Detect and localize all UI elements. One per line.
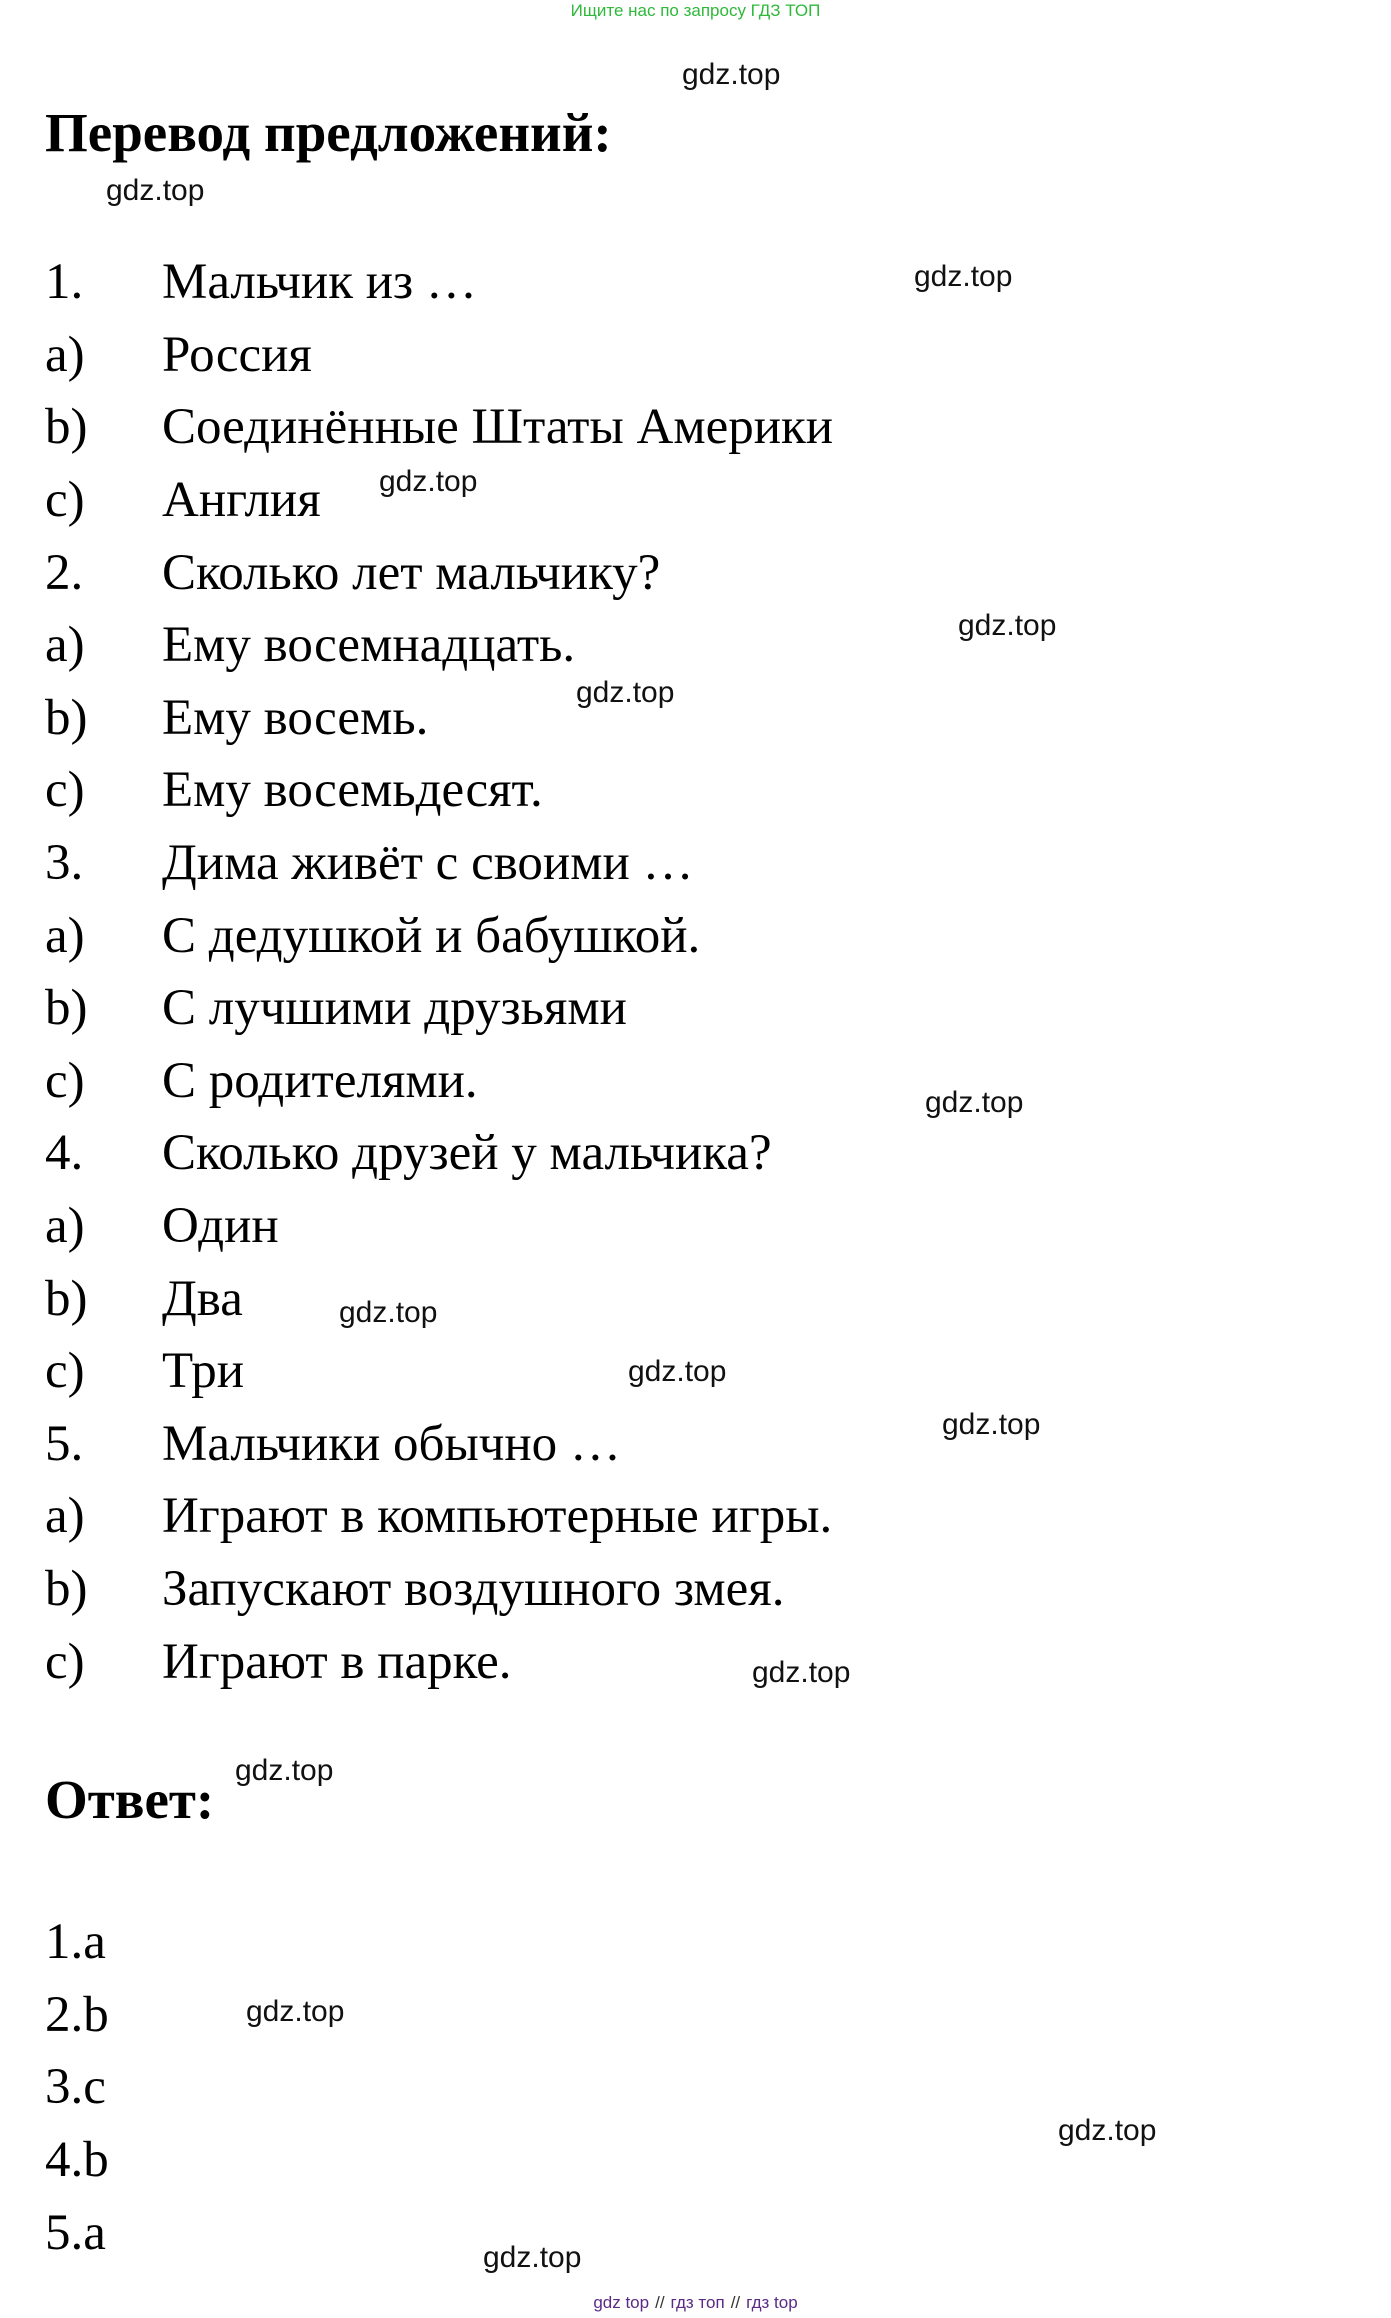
question-text: Ему восемь.: [162, 689, 429, 746]
question-marker: 1.: [45, 254, 84, 311]
watermark: gdz.top: [379, 465, 478, 498]
answer-item: 1.a: [45, 1914, 106, 1971]
question-marker: b): [45, 980, 88, 1037]
question-marker: a): [45, 617, 85, 674]
question-text: С лучшими друзьями: [162, 980, 627, 1037]
question-marker: b): [45, 1560, 88, 1617]
answer-item: 5.a: [45, 2204, 106, 2261]
questions-list: [45, 246, 833, 1698]
watermark: gdz.top: [958, 609, 1057, 642]
question-marker: c): [45, 1633, 85, 1690]
question-row: [45, 827, 833, 900]
question-marker: c): [45, 472, 85, 529]
question-row: [45, 391, 833, 464]
question-text: Мальчики обычно …: [162, 1415, 621, 1472]
question-text: С родителями.: [162, 1052, 478, 1109]
question-text: Играют в парке.: [162, 1633, 512, 1690]
question-row: [45, 319, 833, 392]
question-text: Россия: [162, 326, 312, 383]
question-marker: 4.: [45, 1125, 84, 1182]
question-text: Сколько лет мальчику?: [162, 544, 661, 601]
question-marker: a): [45, 907, 85, 964]
question-text: Ему восемнадцать.: [162, 617, 576, 674]
question-marker: a): [45, 1198, 85, 1255]
footer-links: [0, 2293, 1391, 2313]
watermark: gdz.top: [235, 1754, 334, 1787]
watermark: gdz.top: [752, 1656, 851, 1689]
question-text: Соединённые Штаты Америки: [162, 399, 834, 456]
question-text: Мальчик из …: [162, 254, 477, 311]
question-row: [45, 1190, 833, 1263]
question-row: [45, 754, 833, 827]
top-banner-link[interactable]: Ищите нас по запросу ГДЗ ТОП: [570, 1, 821, 20]
question-marker: 3.: [45, 835, 84, 892]
question-row: [45, 1262, 833, 1335]
answer-item: 2.b: [45, 1986, 109, 2043]
question-text: Запускают воздушного змея.: [162, 1560, 785, 1617]
question-marker: 2.: [45, 544, 84, 601]
watermark: gdz.top: [942, 1408, 1041, 1441]
question-row: [45, 246, 833, 319]
footer-link[interactable]: гдз top: [746, 2293, 798, 2312]
watermark: gdz.top: [483, 2241, 582, 2274]
answer-item: 4.b: [45, 2132, 109, 2189]
footer-separator: //: [655, 2293, 665, 2312]
watermark: gdz.top: [628, 1355, 727, 1388]
question-row: [45, 682, 833, 755]
watermark: gdz.top: [576, 676, 675, 709]
question-text: Один: [162, 1198, 279, 1255]
watermark: gdz.top: [682, 58, 781, 91]
watermark: gdz.top: [339, 1296, 438, 1329]
question-row: [45, 899, 833, 972]
watermark: gdz.top: [925, 1086, 1024, 1119]
watermark: gdz.top: [1058, 2114, 1157, 2147]
question-row: [45, 1117, 833, 1190]
question-marker: b): [45, 1270, 88, 1327]
question-marker: c): [45, 1343, 85, 1400]
question-text: Англия: [162, 472, 321, 529]
question-row: [45, 1553, 833, 1626]
question-marker: a): [45, 326, 85, 383]
answers-list: [45, 1906, 109, 2269]
question-row: [45, 1408, 833, 1481]
question-row: [45, 536, 833, 609]
question-text: Дима живёт с своими …: [162, 835, 694, 892]
question-row: [45, 609, 833, 682]
question-marker: a): [45, 1488, 85, 1545]
watermark: gdz.top: [914, 260, 1013, 293]
question-marker: c): [45, 762, 85, 819]
question-marker: c): [45, 1052, 85, 1109]
question-row: [45, 1480, 833, 1553]
watermark: gdz.top: [246, 1995, 345, 2028]
question-text: С дедушкой и бабушкой.: [162, 907, 701, 964]
footer-link[interactable]: gdz top: [593, 2293, 650, 2312]
question-marker: b): [45, 689, 88, 746]
question-row: [45, 972, 833, 1045]
answer-title: Ответ:: [45, 1769, 215, 1830]
question-row: [45, 1045, 833, 1118]
question-text: Два: [162, 1270, 243, 1327]
question-marker: b): [45, 399, 88, 456]
question-text: Ему восемьдесят.: [162, 762, 543, 819]
watermark: gdz.top: [106, 174, 205, 207]
answer-item: 3.c: [45, 2059, 106, 2116]
question-text: Играют в компьютерные игры.: [162, 1488, 833, 1545]
question-text: Сколько друзей у мальчика?: [162, 1125, 772, 1182]
footer-separator: //: [730, 2293, 741, 2312]
footer-link[interactable]: гдз топ: [670, 2293, 725, 2312]
question-marker: 5.: [45, 1415, 84, 1472]
question-text: Три: [162, 1343, 245, 1400]
question-row: [45, 1625, 833, 1698]
translation-title: Перевод предложений:: [45, 102, 612, 163]
